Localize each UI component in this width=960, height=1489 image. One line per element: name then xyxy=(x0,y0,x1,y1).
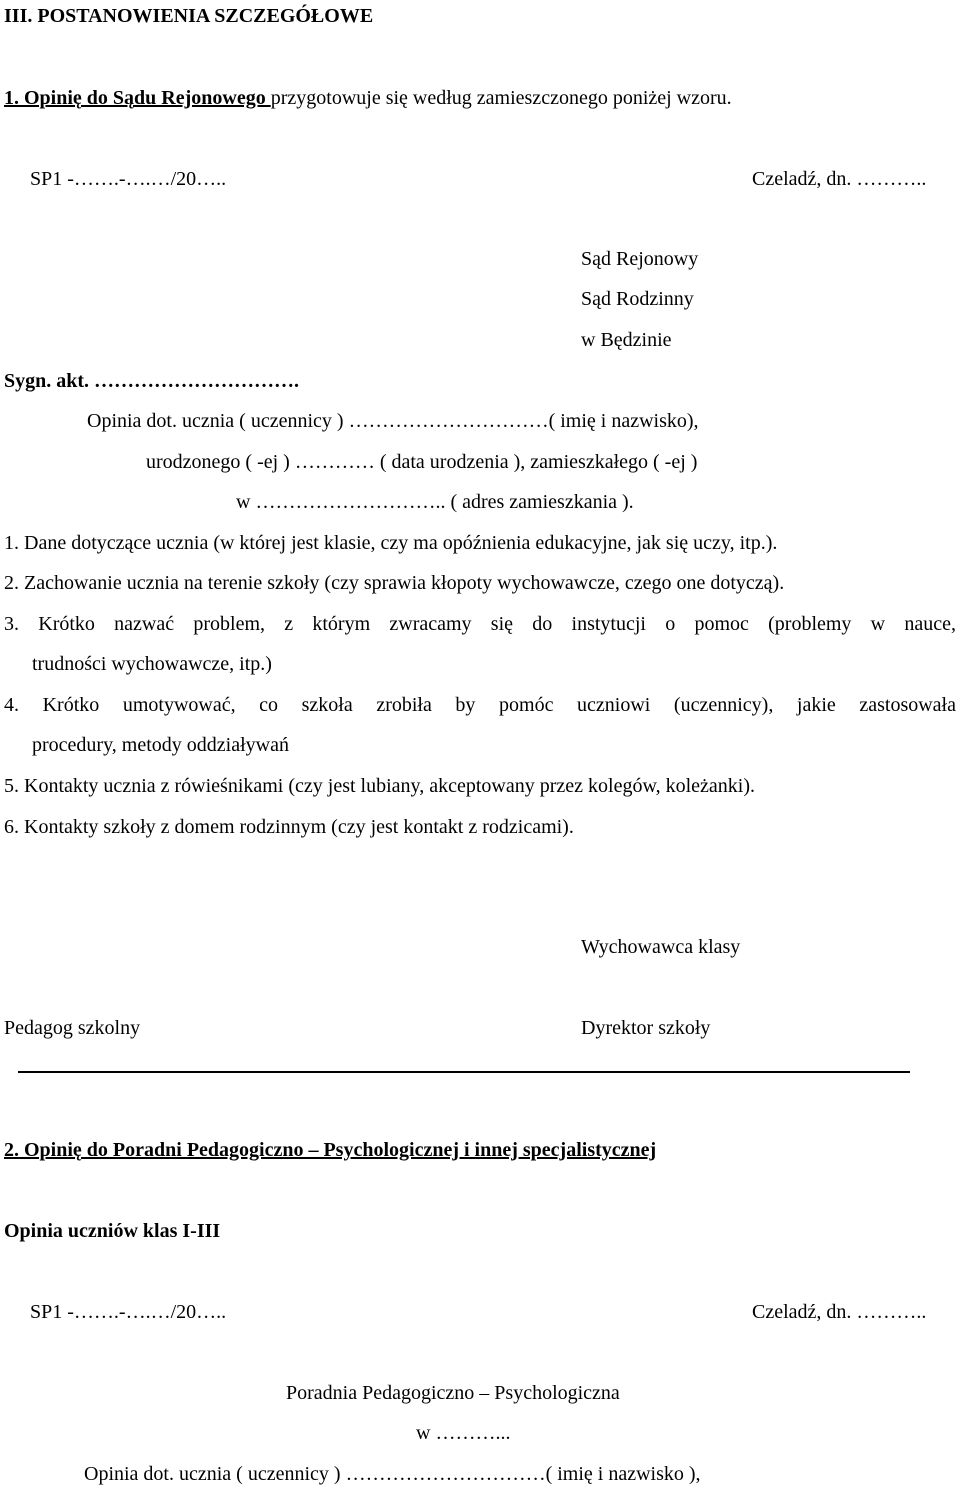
point-item: 6. Kontakty szkoły z domem rodzinnym (czy jest kontakt z rodzicami). xyxy=(4,816,574,838)
point-item: 5. Kontakty ucznia z rówieśnikami (czy jest lubiany, akceptowany przez kolegów, koleżanki). xyxy=(4,775,756,797)
recipient-line: Sąd Rejonowy xyxy=(581,248,699,270)
point-item: 1. Dane dotyczące ucznia (w której jest klasie, czy ma opóźnienia edukacyjne, jak się uczy, itp.). xyxy=(4,532,778,554)
opinion-line: Opinia dot. ucznia ( uczennicy ) …………………………( imię i nazwisko ), xyxy=(84,1463,701,1485)
ref-number: SP1 -…….-….…/20….. xyxy=(30,168,227,190)
recipient-line: Sąd Rodzinny xyxy=(581,288,694,310)
ref-number: SP1 -…….-….…/20….. xyxy=(30,1301,227,1323)
recipient-line: Poradnia Pedagogiczno – Psychologiczna xyxy=(286,1382,620,1404)
part2-heading: 2. Opinię do Poradni Pedagogiczno – Psychologicznej i innej specjalistycznej xyxy=(4,1139,657,1161)
part1-heading xyxy=(4,86,732,110)
signature-pedagogue: Pedagog szkolny xyxy=(4,1017,141,1039)
signature-director: Dyrektor szkoły xyxy=(581,1017,711,1039)
part2-subheading: Opinia uczniów klas I-III xyxy=(4,1220,221,1242)
recipient-place: w ………... xyxy=(416,1422,511,1444)
point-item: 3. Krótko nazwać problem, z którym zwracamy się do instytucji o pomoc (problemy w nauce, xyxy=(4,613,956,635)
place-date: Czeladź, dn. ……….. xyxy=(752,1301,927,1323)
horizontal-divider xyxy=(18,1071,910,1073)
point-item-continuation: procedury, metody oddziaływań xyxy=(32,734,289,756)
section-title: III. POSTANOWIENIA SZCZEGÓŁOWE xyxy=(4,5,374,27)
part1-heading-underlined: Opinię do Sądu Rejonowego xyxy=(24,87,271,109)
part1-heading-rest: przygotowuje się według zamieszczonego poniżej wzoru. xyxy=(270,87,732,109)
opinion-line: Opinia dot. ucznia ( uczennicy ) …………………………( imię i nazwisko), xyxy=(87,410,699,432)
point-item-continuation: trudności wychowawcze, itp.) xyxy=(32,653,272,675)
point-item: 2. Zachowanie ucznia na terenie szkoły (czy sprawia kłopoty wychowawcze, czego one dotyczą). xyxy=(4,572,785,594)
opinion-line: w ……………………….. ( adres zamieszkania ). xyxy=(236,491,634,513)
recipient-line: w Będzinie xyxy=(581,329,672,351)
part1-heading-number: 1. xyxy=(4,87,24,109)
point-item: 4. Krótko umotywować, co szkoła zrobiła by pomóc uczniowi (uczennicy), jakie zastosowała xyxy=(4,694,956,716)
opinion-line: urodzonego ( -ej ) ………… ( data urodzenia ), zamieszkałego ( -ej ) xyxy=(146,451,698,473)
place-date: Czeladź, dn. ……….. xyxy=(752,168,927,190)
case-signature: Sygn. akt. …………………………. xyxy=(4,370,300,392)
signature-class-teacher: Wychowawca klasy xyxy=(581,936,741,958)
